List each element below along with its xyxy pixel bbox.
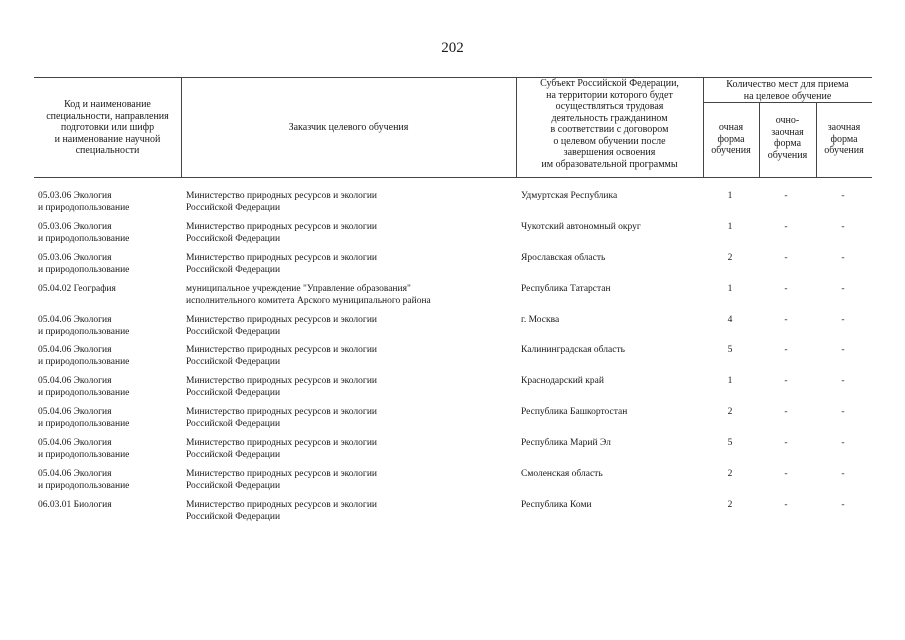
table-top-rule <box>34 77 872 78</box>
table-row <box>0 376 905 406</box>
part-time-count: - <box>784 284 788 294</box>
header-part-time-line: очно- <box>775 115 800 126</box>
code-text: 05.04.06 Экология <box>38 315 112 325</box>
extramural-count: - <box>841 191 845 201</box>
extramural-count: - <box>841 407 845 417</box>
full-time-count: 5 <box>727 438 733 448</box>
full-time-count: 1 <box>727 284 733 294</box>
customer-text: Министерство природных ресурсов и экологии <box>186 222 377 232</box>
subject-cell: Калининградская область <box>521 345 625 355</box>
customer-text: Министерство природных ресурсов и экологии <box>186 376 377 386</box>
customer-text: Российской Федерации <box>186 264 281 275</box>
customer-cell <box>186 284 506 307</box>
code-text: и природопользование <box>38 418 130 429</box>
customer-cell <box>186 345 506 368</box>
code-cell <box>38 438 178 461</box>
header-extramural-line: заочная <box>827 122 861 133</box>
code-text: 05.04.02 География <box>38 284 116 294</box>
customer-text: исполнительного комитета Арского муниципального района <box>186 295 431 306</box>
table-row <box>0 500 905 530</box>
code-text: и природопользование <box>38 387 130 398</box>
code-cell <box>38 469 178 492</box>
customer-text: Министерство природных ресурсов и экологии <box>186 469 377 479</box>
header-quota <box>703 79 872 102</box>
header-customer: Заказчик целевого обучения <box>288 122 409 133</box>
customer-text: Российской Федерации <box>186 418 281 429</box>
header-part-time-line: заочная <box>771 126 804 138</box>
code-cell <box>38 376 178 399</box>
subject-cell: Ярославская область <box>521 253 606 263</box>
code-text: и природопользование <box>38 449 130 460</box>
part-time-count: - <box>784 345 788 355</box>
part-time-count: - <box>784 222 788 232</box>
table-row <box>0 315 905 345</box>
header-part-time <box>759 115 816 161</box>
extramural-count: - <box>841 469 845 479</box>
full-time-count: 2 <box>727 407 733 417</box>
subject-cell: Республика Коми <box>521 500 592 510</box>
code-text: 05.04.06 Экология <box>38 407 112 417</box>
subject-cell: г. Москва <box>521 315 560 325</box>
table-row <box>0 253 905 283</box>
header-subject-line: завершения освоения <box>563 147 656 158</box>
code-cell <box>38 191 178 214</box>
subject-cell: Удмуртская Республика <box>521 191 618 201</box>
table-header-bottom-rule <box>34 177 872 178</box>
header-extramural-line: обучения <box>824 145 864 156</box>
customer-text: Российской Федерации <box>186 202 281 213</box>
customer-cell <box>186 438 506 461</box>
code-cell <box>38 222 178 245</box>
extramural-count: - <box>841 500 845 510</box>
header-full-time-line: форма <box>717 133 745 145</box>
header-code-line: подготовки или шифр <box>60 122 155 133</box>
table-row <box>0 222 905 252</box>
extramural-count: - <box>841 376 845 386</box>
subject-cell: Республика Марий Эл <box>521 438 611 448</box>
full-time-count: 2 <box>727 469 733 479</box>
header-full-time <box>703 122 759 157</box>
subject-cell: Краснодарский край <box>521 376 604 386</box>
customer-cell <box>186 222 506 245</box>
header-subject-line: осуществляться трудовая <box>555 101 664 112</box>
header-full-time-line: очная <box>718 122 744 133</box>
subject-cell: Республика Татарстан <box>521 284 611 294</box>
code-text: и природопользование <box>38 202 130 213</box>
code-cell <box>38 284 178 296</box>
header-part-time-line: обучения <box>767 149 808 161</box>
code-cell <box>38 500 178 512</box>
header-code <box>34 99 181 157</box>
part-time-count: - <box>784 191 788 201</box>
customer-cell <box>186 500 506 523</box>
code-text: 05.04.06 Экология <box>38 345 112 355</box>
customer-text: Министерство природных ресурсов и экологии <box>186 345 377 355</box>
customer-text: Российской Федерации <box>186 511 281 522</box>
customer-text: Министерство природных ресурсов и экологии <box>186 315 377 325</box>
customer-text: Министерство природных ресурсов и экологии <box>186 253 377 263</box>
part-time-count: - <box>784 315 788 325</box>
extramural-count: - <box>841 345 845 355</box>
header-subject-line: Субъект Российской Федерации, <box>540 78 679 89</box>
header-subject <box>516 78 703 170</box>
code-text: 05.03.06 Экология <box>38 191 112 201</box>
subject-cell: Смоленская область <box>521 469 603 479</box>
customer-text: Министерство природных ресурсов и экологии <box>186 438 377 448</box>
table-row <box>0 438 905 468</box>
header-subject-line: на территории которого будет <box>546 89 673 101</box>
extramural-count: - <box>841 315 845 325</box>
header-extramural-line: форма <box>830 133 858 145</box>
customer-text: Министерство природных ресурсов и экологии <box>186 407 377 417</box>
customer-cell <box>186 253 506 276</box>
full-time-count: 4 <box>727 315 733 325</box>
code-text: и природопользование <box>38 264 130 275</box>
customer-cell <box>186 315 506 338</box>
code-text: 05.04.06 Экология <box>38 376 112 386</box>
customer-text: Российской Федерации <box>186 480 281 491</box>
header-quota-line: на целевое обучение <box>743 90 832 102</box>
customer-cell <box>186 191 506 214</box>
code-text: и природопользование <box>38 356 130 367</box>
customer-text: Российской Федерации <box>186 356 281 367</box>
part-time-count: - <box>784 253 788 263</box>
code-text: и природопользование <box>38 480 130 491</box>
code-cell <box>38 315 178 338</box>
customer-text: Министерство природных ресурсов и экологии <box>186 500 377 510</box>
extramural-count: - <box>841 222 845 232</box>
code-text: 05.03.06 Экология <box>38 253 112 263</box>
customer-text: Министерство природных ресурсов и экологии <box>186 191 377 201</box>
customer-text: муниципальное учреждение "Управление образования" <box>186 284 411 294</box>
code-text: 05.04.06 Экология <box>38 438 112 448</box>
extramural-count: - <box>841 438 845 448</box>
code-cell <box>38 407 178 430</box>
code-text: и природопользование <box>38 326 130 337</box>
customer-cell <box>186 469 506 492</box>
header-code-line: специальности, направления <box>46 110 169 122</box>
page-number: 202 <box>441 40 464 56</box>
quota-header-rule <box>703 102 872 103</box>
header-part-time-line: форма <box>773 138 802 149</box>
header-code-line: специальности <box>75 145 140 156</box>
code-cell <box>38 345 178 368</box>
header-subject-line: им образовательной программы <box>541 158 678 170</box>
header-code-line: Код и наименование <box>64 99 151 110</box>
header-subject-line: деятельность гражданином <box>551 112 668 124</box>
customer-cell <box>186 407 506 430</box>
code-text: 06.03.01 Биология <box>38 500 112 510</box>
customer-text: Российской Федерации <box>186 233 281 244</box>
full-time-count: 1 <box>727 376 733 386</box>
table-row <box>0 469 905 499</box>
part-time-count: - <box>784 407 788 417</box>
customer-cell <box>186 376 506 399</box>
customer-text: Российской Федерации <box>186 326 281 337</box>
extramural-count: - <box>841 253 845 263</box>
code-text: 05.03.06 Экология <box>38 222 112 232</box>
header-code-line: и наименование научной <box>54 133 161 145</box>
full-time-count: 1 <box>727 191 733 201</box>
code-cell <box>38 253 178 276</box>
header-subject-line: в соответствии с договором <box>550 124 669 135</box>
extramural-count: - <box>841 284 845 294</box>
header-full-time-line: обучения <box>711 145 751 156</box>
header-subject-line: о целевом обучении после <box>553 135 666 147</box>
subject-cell: Чукотский автономный округ <box>521 222 641 232</box>
customer-text: Российской Федерации <box>186 449 281 460</box>
full-time-count: 2 <box>727 500 733 510</box>
full-time-count: 2 <box>727 253 733 263</box>
subject-cell: Республика Башкортостан <box>521 407 628 417</box>
header-quota-line: Количество мест для приема <box>726 79 849 90</box>
full-time-count: 1 <box>727 222 733 232</box>
table-row <box>0 345 905 375</box>
code-text: 05.04.06 Экология <box>38 469 112 479</box>
table-row <box>0 284 905 314</box>
table-row <box>0 407 905 437</box>
customer-text: Российской Федерации <box>186 387 281 398</box>
part-time-count: - <box>784 438 788 448</box>
full-time-count: 5 <box>727 345 733 355</box>
part-time-count: - <box>784 500 788 510</box>
part-time-count: - <box>784 469 788 479</box>
code-text: и природопользование <box>38 233 130 244</box>
table-row <box>0 191 905 221</box>
header-extramural <box>816 122 872 157</box>
part-time-count: - <box>784 376 788 386</box>
